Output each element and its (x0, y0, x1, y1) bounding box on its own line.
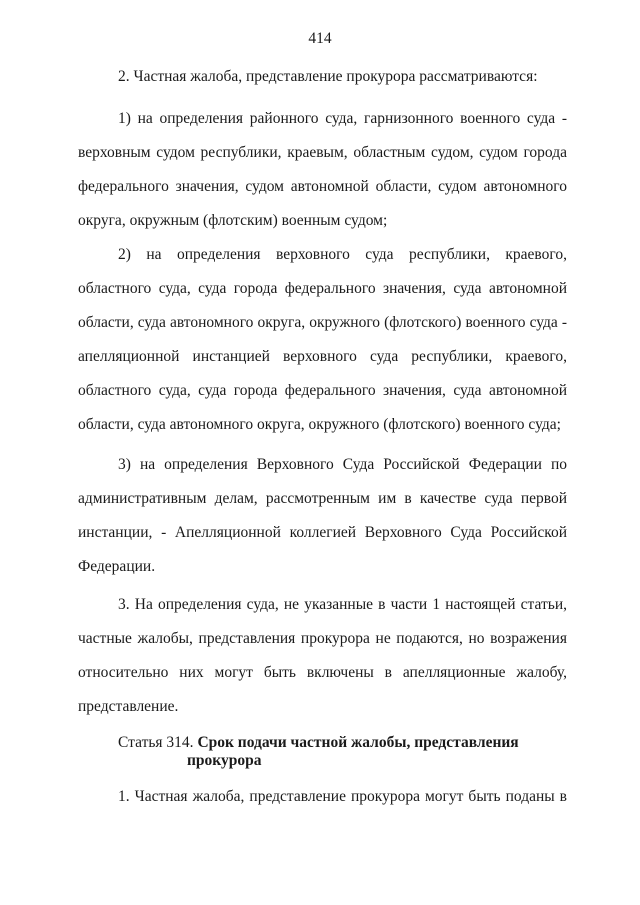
paragraph-line: апелляционной инстанцией верховного суда республики, краевого, (78, 348, 567, 365)
article-title-line2: прокурора (187, 752, 262, 769)
paragraph-line: 3. На определения суда, не указанные в части 1 настоящей статьи, (118, 596, 567, 613)
paragraph-line: представление. (78, 698, 179, 715)
article-title-line1: Срок подачи частной жалобы, представления (197, 734, 519, 751)
paragraph-line: 2) на определения верховного суда республики, краевого, (118, 246, 567, 263)
paragraph-line: инстанции, - Апелляционной коллегией Верховного Суда Российской (78, 524, 567, 541)
paragraph-line: федерального значения, судом автономной области, судом автономного (78, 178, 567, 195)
paragraph-line: 1. Частная жалоба, представление прокурора могут быть поданы в (118, 788, 567, 805)
paragraph-line: 2. Частная жалоба, представление прокурора рассматриваются: (118, 68, 538, 85)
paragraph-line: верховным судом республики, краевым, областным судом, судом города (78, 144, 567, 161)
paragraph-line: административным делам, рассмотренным им в качестве суда первой (78, 490, 567, 507)
paragraph-line: областного суда, суда города федерального значения, суда автономной (78, 280, 567, 297)
page-number: 414 (308, 30, 332, 47)
paragraph-line: Федерации. (78, 558, 156, 575)
article-heading-continuation (187, 752, 262, 770)
paragraph-line: области, суда автономного округа, окружного (флотского) военного суда; (78, 416, 561, 433)
paragraph-line: частные жалобы, представления прокурора не подаются, но возражения (78, 630, 567, 647)
paragraph-line: области, суда автономного округа, окружного (флотского) военного суда - (78, 314, 567, 331)
paragraph-line: округа, окружным (флотским) военным судом; (78, 212, 388, 229)
paragraph-line: областного суда, суда города федерального значения, суда автономной (78, 382, 567, 399)
article-number: Статья 314. (118, 734, 194, 751)
paragraph-line: 1) на определения районного суда, гарнизонного военного суда - (118, 110, 567, 127)
paragraph-line: относительно них могут быть включены в апелляционные жалобу, (78, 664, 567, 681)
paragraph-line: 3) на определения Верховного Суда Российской Федерации по (118, 456, 567, 473)
article-heading (118, 734, 519, 752)
